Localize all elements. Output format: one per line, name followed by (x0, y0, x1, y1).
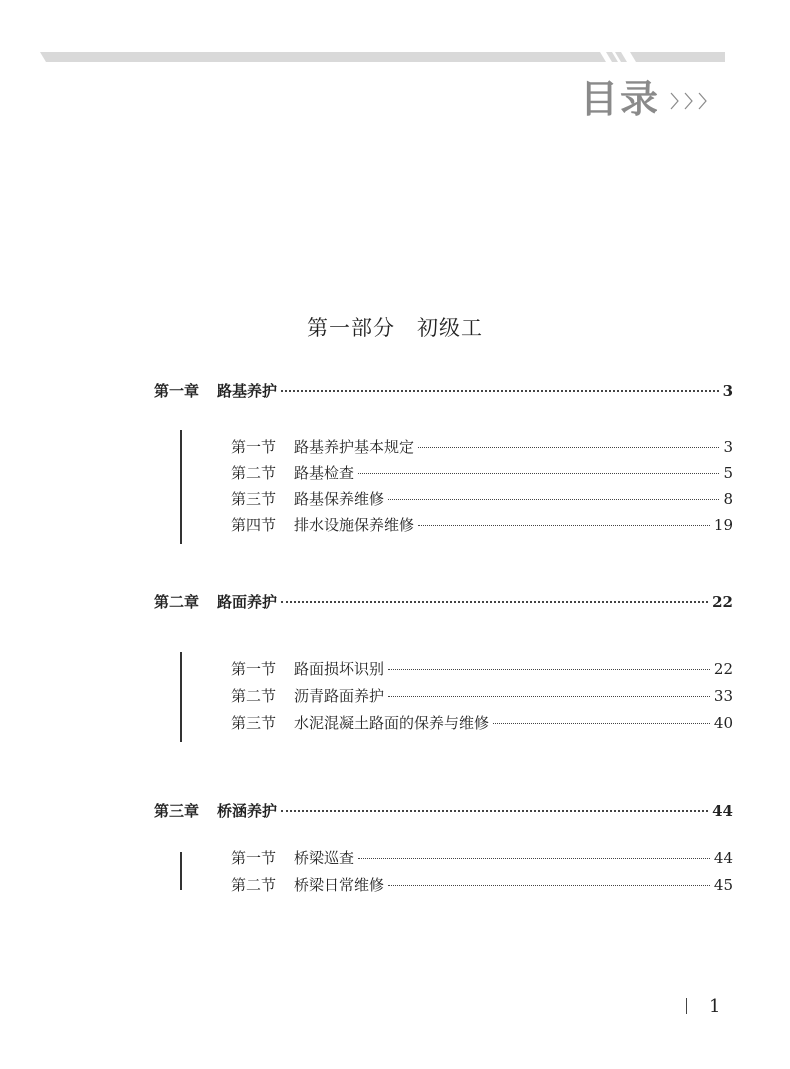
section-page: 33 (713, 687, 733, 705)
section-group-line (180, 852, 182, 890)
toc-title: 目录 (579, 77, 660, 121)
section-title: 沥青路面养护 (294, 687, 385, 705)
chapter-number: 第三章 (154, 802, 200, 820)
section-number: 第四节 (231, 516, 277, 534)
section-number: 第一节 (231, 438, 277, 456)
part-title: 第一部分 初级工 (307, 316, 483, 340)
chapter-title: 路基养护 (217, 382, 278, 400)
toc-chapter-3[interactable] (154, 801, 733, 821)
toc-section[interactable] (231, 515, 733, 535)
section-title: 路基保养维修 (294, 490, 385, 508)
section-number: 第三节 (231, 490, 277, 508)
section-number: 第三节 (231, 714, 277, 732)
section-number: 第二节 (231, 687, 277, 705)
section-page: 40 (713, 714, 733, 732)
section-title: 水泥混凝土路面的保养与维修 (294, 714, 490, 732)
dot-leader (418, 447, 719, 448)
chapter-number: 第一章 (154, 382, 200, 400)
section-title: 桥梁日常维修 (294, 876, 385, 894)
toc-section[interactable] (231, 437, 733, 457)
section-page: 19 (713, 516, 733, 534)
section-title: 路基养护基本规定 (294, 438, 415, 456)
section-page: 5 (723, 464, 733, 482)
toc-chapter-2[interactable] (154, 592, 733, 612)
section-title: 路面损坏识别 (294, 660, 385, 678)
dot-leader (358, 858, 710, 859)
chapter-number: 第二章 (154, 593, 200, 611)
dot-leader (418, 525, 710, 526)
toc-section[interactable] (231, 875, 733, 895)
dot-leader (358, 473, 719, 474)
dot-leader (388, 669, 710, 670)
section-title: 路基检查 (294, 464, 355, 482)
chapter-page: 44 (712, 802, 733, 820)
section-title: 排水设施保养维修 (294, 516, 415, 534)
dot-leader (493, 723, 710, 724)
section-page: 22 (713, 660, 733, 678)
toc-section[interactable] (231, 489, 733, 509)
dot-leader (281, 390, 719, 392)
section-group-line (180, 652, 182, 742)
footer-divider (686, 998, 687, 1014)
section-number: 第一节 (231, 660, 277, 678)
section-page: 44 (713, 849, 733, 867)
section-page: 3 (723, 438, 733, 456)
section-title: 桥梁巡查 (294, 849, 355, 867)
section-group-line (180, 430, 182, 544)
section-number: 第二节 (231, 464, 277, 482)
section-number: 第一节 (231, 849, 277, 867)
dot-leader (281, 601, 708, 603)
section-number: 第二节 (231, 876, 277, 894)
dot-leader (388, 499, 719, 500)
toc-chapter-1[interactable] (154, 381, 733, 401)
toc-section[interactable] (231, 713, 733, 733)
section-page: 45 (713, 876, 733, 894)
toc-section[interactable] (231, 848, 733, 868)
chapter-page: 3 (722, 382, 733, 400)
chapter-page: 22 (712, 593, 733, 611)
page-number: 1 (709, 996, 721, 1017)
toc-section[interactable] (231, 686, 733, 706)
dot-leader (388, 885, 710, 886)
toc-section[interactable] (231, 463, 733, 483)
chapter-title: 桥涵养护 (217, 802, 278, 820)
toc-section[interactable] (231, 659, 733, 679)
dot-leader (388, 696, 710, 697)
chapter-title: 路面养护 (217, 593, 278, 611)
section-page: 8 (723, 490, 733, 508)
dot-leader (281, 810, 708, 812)
